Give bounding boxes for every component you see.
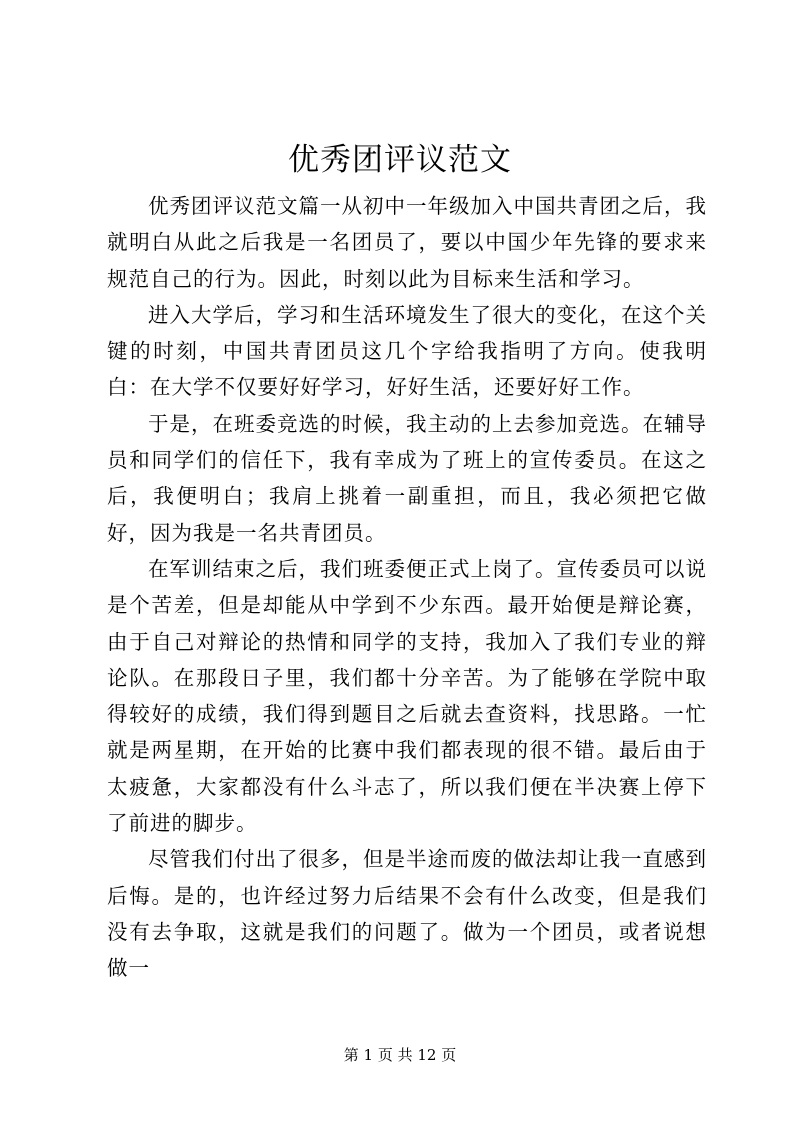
paragraph: 于是，在班委竞选的时候，我主动的上去参加竞选。在辅导员和同学们的信任下，我有幸成为了班上的宣传委员。在这之后，我便明白；我肩上挑着一副重担，而且，我必须把它做好，因为我是一名共青团员。	[107, 411, 707, 545]
paragraph: 在军训结束之后，我们班委便正式上岗了。宣传委员可以说是个苦差，但是却能从中学到不少东西。最开始便是辩论赛，由于自己对辩论的热情和同学的支持，我加入了我们专业的辩论队。在那段日子里，我们都十分辛苦。为了能够在学院中取得较好的成绩，我们得到题目之后就去查资料，找思路。一忙就是两星期，在开始的比赛中我们都表现的很不错。最后由于太疲惫，大家都没有什么斗志了，所以我们便在半决赛上停下了前进的脚步。	[107, 556, 707, 836]
paragraph: 优秀团评议范文篇一从初中一年级加入中国共青团之后，我就明白从此之后我是一名团员了，要以中国少年先锋的要求来规范自己的行为。因此，时刻以此为目标来生活和学习。	[107, 194, 707, 291]
document-body	[107, 188, 707, 987]
page-footer: 第 1 页 共 12 页	[343, 1046, 457, 1064]
page-title: 优秀团评议范文	[288, 142, 512, 178]
paragraph: 进入大学后，学习和生活环境发生了很大的变化，在这个关键的时刻，中国共青团员这几个字给我指明了方向。使我明白：在大学不仅要好好学习，好好生活，还要好好工作。	[107, 302, 707, 400]
paragraph: 尽管我们付出了很多，但是半途而废的做法却让我一直感到后悔。是的，也许经过努力后结果不会有什么改变，但是我们没有去争取，这就是我们的问题了。做为一个团员，或者说想做一	[107, 847, 707, 981]
